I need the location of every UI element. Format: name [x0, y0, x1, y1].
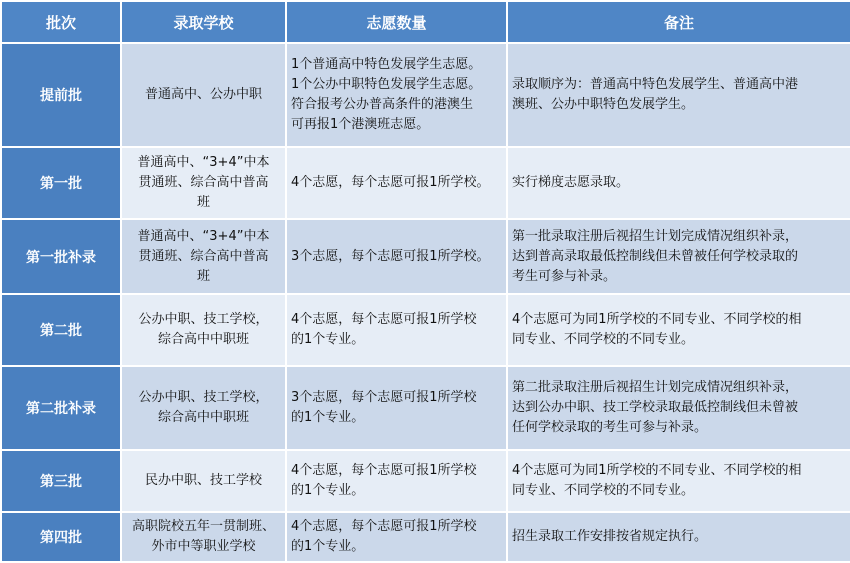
batch-cell: 第三批 — [1, 450, 121, 512]
choice-cell: 3个志愿，每个志愿可报1所学校。 — [286, 219, 507, 294]
choice-cell: 4个志愿，每个志愿可报1所学校。 — [286, 147, 507, 219]
table-row — [1, 450, 850, 512]
batch-cell: 第四批 — [1, 512, 121, 562]
table-row — [1, 512, 850, 562]
choice-cell: 4个志愿，每个志愿可报1所学校 的1个专业。 — [286, 294, 507, 366]
school-cell: 民办中职、技工学校 — [121, 450, 286, 512]
table-row — [1, 219, 850, 294]
school-cell: 普通高中、公办中职 — [121, 43, 286, 147]
table-row — [1, 43, 850, 147]
header-note: 备注 — [507, 1, 850, 43]
note-cell: 招生录取工作安排按省规定执行。 — [507, 512, 850, 562]
school-cell: 公办中职、技工学校， 综合高中中职班 — [121, 294, 286, 366]
header-school: 录取学校 — [121, 1, 286, 43]
table-row — [1, 366, 850, 450]
note-cell: 实行梯度志愿录取。 — [507, 147, 850, 219]
header-batch: 批次 — [1, 1, 121, 43]
batch-cell: 第一批补录 — [1, 219, 121, 294]
note-cell: 第二批录取注册后视招生计划完成情况组织补录， 达到公办中职、技工学校录取最低控制线但未曾被 任何学校录取的考生可参与补录。 — [507, 366, 850, 450]
school-cell: 公办中职、技工学校， 综合高中中职班 — [121, 366, 286, 450]
school-cell: 普通高中、“3+4”中本 贯通班、综合高中普高 班 — [121, 147, 286, 219]
choice-cell: 4个志愿，每个志愿可报1所学校 的1个专业。 — [286, 450, 507, 512]
header-row — [1, 1, 850, 43]
note-cell: 第一批录取注册后视招生计划完成情况组织补录， 达到普高录取最低控制线但未曾被任何学校录取的 考生可参与补录。 — [507, 219, 850, 294]
choice-cell: 3个志愿，每个志愿可报1所学校 的1个专业。 — [286, 366, 507, 450]
header-choice: 志愿数量 — [286, 1, 507, 43]
school-cell: 普通高中、“3+4”中本 贯通班、综合高中普高 班 — [121, 219, 286, 294]
table-row — [1, 294, 850, 366]
choice-cell: 1个普通高中特色发展学生志愿。 1个公办中职特色发展学生志愿。 符合报考公办普高条件的港澳生 可再报1个港澳班志愿。 — [286, 43, 507, 147]
note-cell: 录取顺序为：普通高中特色发展学生、普通高中港 澳班、公办中职特色发展学生。 — [507, 43, 850, 147]
note-cell: 4个志愿可为同1所学校的不同专业、不同学校的相 同专业、不同学校的不同专业。 — [507, 450, 850, 512]
batch-cell: 第二批补录 — [1, 366, 121, 450]
note-cell: 4个志愿可为同1所学校的不同专业、不同学校的相 同专业、不同学校的不同专业。 — [507, 294, 850, 366]
choice-cell: 4个志愿，每个志愿可报1所学校 的1个专业。 — [286, 512, 507, 562]
batch-cell: 第一批 — [1, 147, 121, 219]
school-cell: 高职院校五年一贯制班、 外市中等职业学校 — [121, 512, 286, 562]
table-row — [1, 147, 850, 219]
batch-cell: 第二批 — [1, 294, 121, 366]
batch-cell: 提前批 — [1, 43, 121, 147]
